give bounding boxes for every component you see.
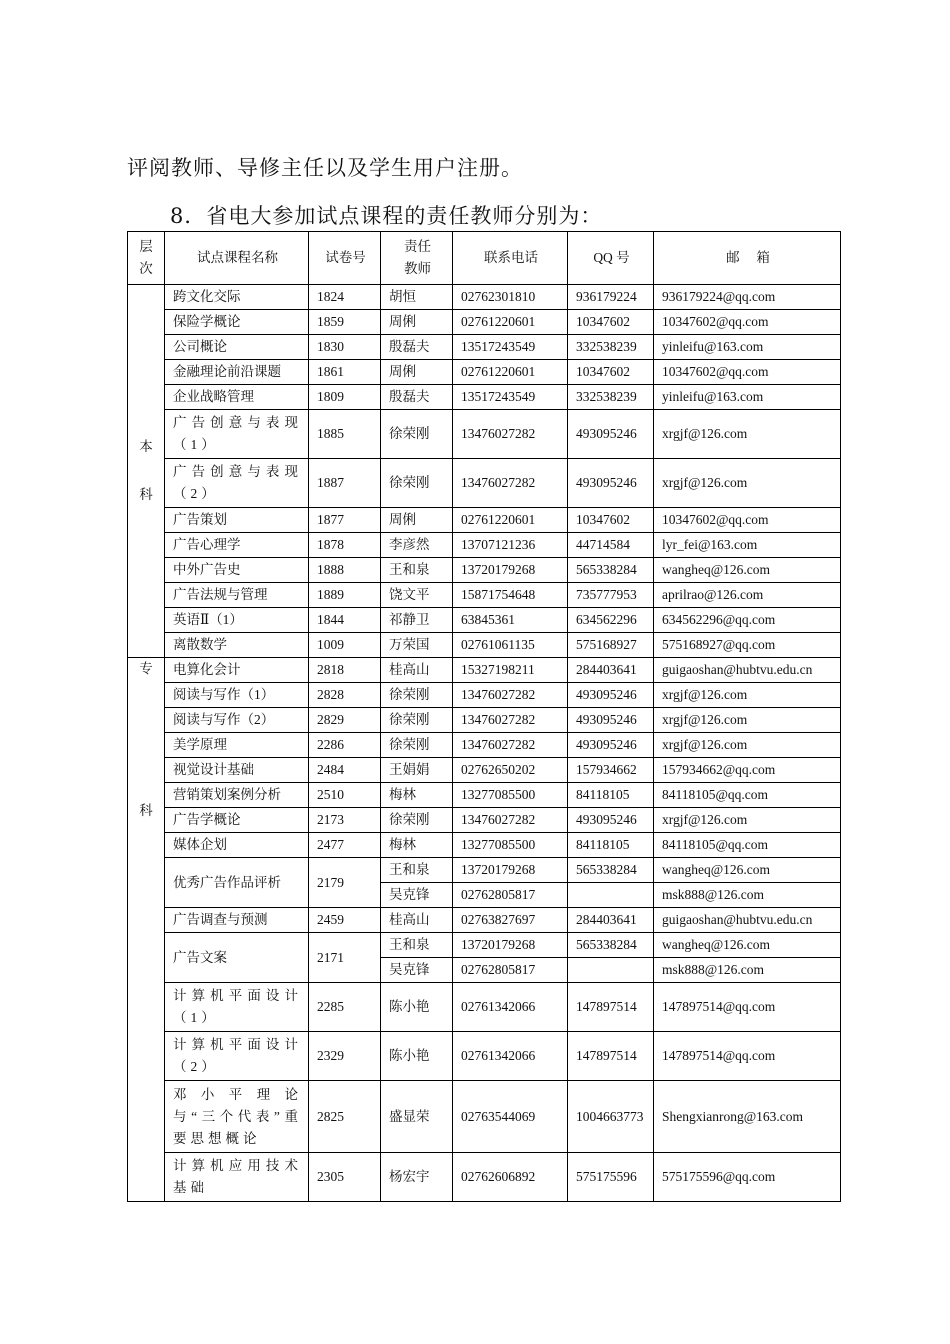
teacher-cell: 吴克锋 (381, 883, 453, 908)
table-row (128, 983, 841, 1032)
course-name-cell: 阅读与写作（2） (165, 708, 309, 733)
email-cell: xrgjf@126.com (654, 410, 841, 459)
email-cell: yinleifu@163.com (654, 385, 841, 410)
paper-number-cell: 1889 (309, 583, 381, 608)
teacher-cell: 祁静卫 (381, 608, 453, 633)
course-name-cell: 计算机应用技术基础 (165, 1153, 309, 1202)
course-name-cell: 英语Ⅱ（1） (165, 608, 309, 633)
course-name-cell: 广告法规与管理 (165, 583, 309, 608)
qq-cell: 10347602 (568, 508, 654, 533)
phone-cell: 13476027282 (453, 410, 568, 459)
table-row (128, 758, 841, 783)
qq-cell: 565338284 (568, 858, 654, 883)
teacher-cell: 万荣国 (381, 633, 453, 658)
email-cell: msk888@126.com (654, 883, 841, 908)
email-cell: guigaoshan@hubtvu.edu.cn (654, 908, 841, 933)
header-level: 层 次 (128, 232, 165, 285)
qq-cell: 735777953 (568, 583, 654, 608)
email-cell: xrgjf@126.com (654, 459, 841, 508)
paper-number-cell: 2825 (309, 1081, 381, 1153)
paper-number-cell: 2179 (309, 858, 381, 908)
phone-cell: 13476027282 (453, 459, 568, 508)
qq-cell: 493095246 (568, 808, 654, 833)
level-label-char: 专 (139, 661, 153, 676)
teacher-cell: 徐荣刚 (381, 733, 453, 758)
phone-cell: 13707121236 (453, 533, 568, 558)
teacher-cell: 殷磊夫 (381, 385, 453, 410)
email-cell: Shengxianrong@163.com (654, 1081, 841, 1153)
table-row (128, 783, 841, 808)
phone-cell: 13476027282 (453, 708, 568, 733)
paper-number-cell: 1888 (309, 558, 381, 583)
email-cell: wangheq@126.com (654, 933, 841, 958)
email-cell: 157934662@qq.com (654, 758, 841, 783)
teacher-cell: 王娟娟 (381, 758, 453, 783)
qq-cell: 284403641 (568, 908, 654, 933)
teacher-cell: 徐荣刚 (381, 708, 453, 733)
teacher-cell: 周俐 (381, 310, 453, 335)
email-cell: lyr_fei@163.com (654, 533, 841, 558)
email-cell: wangheq@126.com (654, 858, 841, 883)
course-name-cell: 计算机平面设计（1） (165, 983, 309, 1032)
table-row (128, 558, 841, 583)
qq-cell: 565338284 (568, 558, 654, 583)
course-name-cell: 公司概论 (165, 335, 309, 360)
course-name-cell: 广告创意与表现（1） (165, 410, 309, 459)
course-name-cell: 阅读与写作（1） (165, 683, 309, 708)
phone-cell: 13517243549 (453, 385, 568, 410)
course-name-cell: 美学原理 (165, 733, 309, 758)
teacher-cell: 王和泉 (381, 558, 453, 583)
paper-number-cell: 1809 (309, 385, 381, 410)
email-cell: 147897514@qq.com (654, 983, 841, 1032)
paper-number-cell: 1830 (309, 335, 381, 360)
paper-number-cell: 1824 (309, 285, 381, 310)
course-name-cell: 金融理论前沿课题 (165, 360, 309, 385)
course-name-cell: 计算机平面设计（2） (165, 1032, 309, 1081)
email-cell: 575168927@qq.com (654, 633, 841, 658)
phone-cell: 02762805817 (453, 958, 568, 983)
email-cell: xrgjf@126.com (654, 708, 841, 733)
course-name-cell: 电算化会计 (165, 658, 309, 683)
email-cell: msk888@126.com (654, 958, 841, 983)
paper-number-cell: 2329 (309, 1032, 381, 1081)
paper-number-cell: 2285 (309, 983, 381, 1032)
table-row (128, 858, 841, 883)
level-cell (128, 658, 165, 1202)
course-name-cell: 广告文案 (165, 933, 309, 983)
table-row (128, 608, 841, 633)
paper-number-cell: 1009 (309, 633, 381, 658)
phone-cell: 13277085500 (453, 783, 568, 808)
qq-cell: 1004663773 (568, 1081, 654, 1153)
paper-number-cell: 1859 (309, 310, 381, 335)
phone-cell: 02762805817 (453, 883, 568, 908)
phone-cell: 13476027282 (453, 808, 568, 833)
course-name-cell: 中外广告史 (165, 558, 309, 583)
email-cell: xrgjf@126.com (654, 808, 841, 833)
paper-number-cell: 1878 (309, 533, 381, 558)
teacher-cell: 王和泉 (381, 858, 453, 883)
email-cell: 84118105@qq.com (654, 833, 841, 858)
course-name-cell: 离散数学 (165, 633, 309, 658)
course-name-cell: 广告策划 (165, 508, 309, 533)
qq-cell: 493095246 (568, 733, 654, 758)
course-name-cell: 广告调查与预测 (165, 908, 309, 933)
teacher-cell: 梅林 (381, 783, 453, 808)
phone-cell: 13720179268 (453, 858, 568, 883)
table-row (128, 285, 841, 310)
header-course: 试点课程名称 (165, 232, 309, 285)
qq-cell: 634562296 (568, 608, 654, 633)
phone-cell: 02762606892 (453, 1153, 568, 1202)
qq-cell: 565338284 (568, 933, 654, 958)
table-row (128, 385, 841, 410)
paper-number-cell: 1885 (309, 410, 381, 459)
qq-cell: 10347602 (568, 360, 654, 385)
qq-cell: 936179224 (568, 285, 654, 310)
teacher-cell: 王和泉 (381, 933, 453, 958)
teacher-cell: 吴克锋 (381, 958, 453, 983)
table-row (128, 833, 841, 858)
header-phone: 联系电话 (453, 232, 568, 285)
phone-cell: 02761342066 (453, 1032, 568, 1081)
qq-cell: 332538239 (568, 385, 654, 410)
teacher-cell: 陈小艳 (381, 1032, 453, 1081)
phone-cell: 15327198211 (453, 658, 568, 683)
teacher-cell: 饶文平 (381, 583, 453, 608)
table-row (128, 1032, 841, 1081)
teacher-cell: 杨宏宇 (381, 1153, 453, 1202)
email-cell: xrgjf@126.com (654, 733, 841, 758)
table-row (128, 633, 841, 658)
teacher-cell: 周俐 (381, 360, 453, 385)
teacher-cell: 徐荣刚 (381, 410, 453, 459)
table-row (128, 360, 841, 385)
phone-cell: 02763827697 (453, 908, 568, 933)
teacher-cell: 桂高山 (381, 908, 453, 933)
level-label-char: 本 (139, 439, 153, 454)
paper-number-cell: 2286 (309, 733, 381, 758)
teacher-cell: 盛显荣 (381, 1081, 453, 1153)
email-cell: 936179224@qq.com (654, 285, 841, 310)
table-row (128, 658, 841, 683)
course-name-cell: 广告心理学 (165, 533, 309, 558)
email-cell: xrgjf@126.com (654, 683, 841, 708)
table-row (128, 708, 841, 733)
phone-cell: 63845361 (453, 608, 568, 633)
email-cell: 10347602@qq.com (654, 360, 841, 385)
paper-number-cell: 1877 (309, 508, 381, 533)
phone-cell: 13720179268 (453, 558, 568, 583)
paper-number-cell: 1844 (309, 608, 381, 633)
qq-cell: 493095246 (568, 459, 654, 508)
paper-number-cell: 2173 (309, 808, 381, 833)
qq-cell: 84118105 (568, 783, 654, 808)
teacher-cell: 桂高山 (381, 658, 453, 683)
teacher-cell: 徐荣刚 (381, 683, 453, 708)
table-row (128, 335, 841, 360)
qq-cell: 493095246 (568, 708, 654, 733)
qq-cell: 147897514 (568, 983, 654, 1032)
phone-cell: 02761220601 (453, 360, 568, 385)
qq-cell: 575175596 (568, 1153, 654, 1202)
paper-number-cell: 2829 (309, 708, 381, 733)
header-email: 邮 箱 (654, 232, 841, 285)
level-label-char: 科 (139, 487, 153, 502)
paper-number-cell: 2828 (309, 683, 381, 708)
paper-number-cell: 1887 (309, 459, 381, 508)
table-row (128, 933, 841, 958)
email-cell: aprilrao@126.com (654, 583, 841, 608)
table-row (128, 908, 841, 933)
header-qq: QQ 号 (568, 232, 654, 285)
teacher-cell: 徐荣刚 (381, 459, 453, 508)
email-cell: 10347602@qq.com (654, 508, 841, 533)
email-cell: wangheq@126.com (654, 558, 841, 583)
phone-cell: 02761220601 (453, 508, 568, 533)
level-cell (128, 285, 165, 658)
qq-cell: 332538239 (568, 335, 654, 360)
phone-cell: 13720179268 (453, 933, 568, 958)
course-name-cell: 视觉设计基础 (165, 758, 309, 783)
phone-cell: 02762301810 (453, 285, 568, 310)
teacher-cell: 殷磊夫 (381, 335, 453, 360)
qq-cell: 157934662 (568, 758, 654, 783)
table-row (128, 583, 841, 608)
email-cell: 575175596@qq.com (654, 1153, 841, 1202)
paper-number-cell: 2484 (309, 758, 381, 783)
section-heading-8: 8．省电大参加试点课程的责任教师分别为： (170, 204, 603, 228)
phone-cell: 13277085500 (453, 833, 568, 858)
email-cell: 10347602@qq.com (654, 310, 841, 335)
phone-cell: 02761061135 (453, 633, 568, 658)
email-cell: 634562296@qq.com (654, 608, 841, 633)
qq-cell: 284403641 (568, 658, 654, 683)
course-name-cell: 保险学概论 (165, 310, 309, 335)
qq-cell: 147897514 (568, 1032, 654, 1081)
phone-cell: 15871754648 (453, 583, 568, 608)
teacher-cell: 梅林 (381, 833, 453, 858)
qq-cell: 575168927 (568, 633, 654, 658)
table-row (128, 733, 841, 758)
qq-cell: 493095246 (568, 683, 654, 708)
phone-cell: 13476027282 (453, 733, 568, 758)
paper-number-cell: 2171 (309, 933, 381, 983)
course-name-cell: 优秀广告作品评析 (165, 858, 309, 908)
paper-number-cell: 2477 (309, 833, 381, 858)
paper-number-cell: 1861 (309, 360, 381, 385)
qq-cell: 10347602 (568, 310, 654, 335)
level-label-char: 科 (139, 803, 153, 818)
teacher-cell: 周俐 (381, 508, 453, 533)
course-name-cell: 广告创意与表现（2） (165, 459, 309, 508)
table-row (128, 808, 841, 833)
email-cell: 84118105@qq.com (654, 783, 841, 808)
teacher-cell: 陈小艳 (381, 983, 453, 1032)
course-name-cell: 企业战略管理 (165, 385, 309, 410)
teacher-cell: 李彦然 (381, 533, 453, 558)
phone-cell: 02762650202 (453, 758, 568, 783)
table-row (128, 533, 841, 558)
email-cell: yinleifu@163.com (654, 335, 841, 360)
qq-cell: 493095246 (568, 410, 654, 459)
course-name-cell: 邓小平理论与“三个代表”重要思想概论 (165, 1081, 309, 1153)
table-row (128, 459, 841, 508)
header-paper: 试卷号 (309, 232, 381, 285)
table-row (128, 310, 841, 335)
teacher-table (127, 231, 841, 1202)
course-name-cell: 营销策划案例分析 (165, 783, 309, 808)
intro-line-1: 评阅教师、导修主任以及学生用户注册。 (127, 156, 523, 180)
course-name-cell: 跨文化交际 (165, 285, 309, 310)
phone-cell: 13476027282 (453, 683, 568, 708)
table-row (128, 683, 841, 708)
table-row (128, 410, 841, 459)
paper-number-cell: 2459 (309, 908, 381, 933)
table-row (128, 508, 841, 533)
paper-number-cell: 2510 (309, 783, 381, 808)
email-cell: guigaoshan@hubtvu.edu.cn (654, 658, 841, 683)
table-row (128, 1153, 841, 1202)
phone-cell: 13517243549 (453, 335, 568, 360)
course-name-cell: 广告学概论 (165, 808, 309, 833)
phone-cell: 02761220601 (453, 310, 568, 335)
phone-cell: 02763544069 (453, 1081, 568, 1153)
phone-cell: 02761342066 (453, 983, 568, 1032)
teacher-cell: 胡恒 (381, 285, 453, 310)
table-row (128, 1081, 841, 1153)
table-header-row (128, 232, 841, 285)
teacher-cell: 徐荣刚 (381, 808, 453, 833)
qq-cell (568, 883, 654, 908)
header-teacher: 责任 教师 (381, 232, 453, 285)
course-name-cell: 媒体企划 (165, 833, 309, 858)
paper-number-cell: 2818 (309, 658, 381, 683)
qq-cell (568, 958, 654, 983)
qq-cell: 84118105 (568, 833, 654, 858)
paper-number-cell: 2305 (309, 1153, 381, 1202)
email-cell: 147897514@qq.com (654, 1032, 841, 1081)
qq-cell: 44714584 (568, 533, 654, 558)
